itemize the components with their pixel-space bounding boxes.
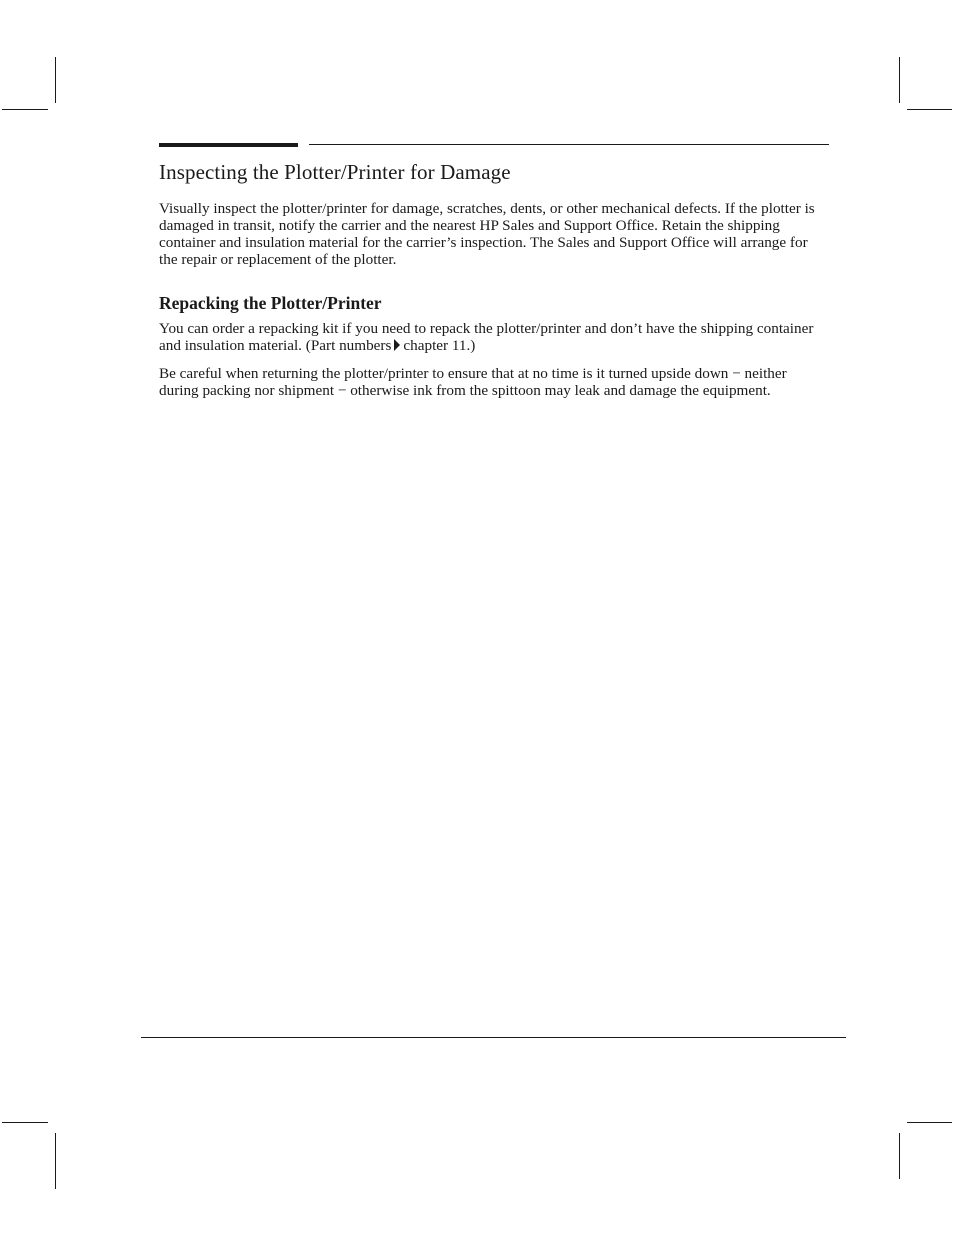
subsection-title: Repacking the Plotter/Printer bbox=[159, 293, 382, 313]
footer-rule bbox=[141, 1037, 846, 1038]
arrow-right-icon bbox=[394, 339, 400, 351]
repacking-text-before: You can order a repacking kit if you need to repack the plotter/printer and don’t have the shipping container and insulation material. (Part numbers bbox=[159, 320, 814, 354]
crop-mark-top-right-vertical bbox=[899, 57, 900, 103]
section-title: Inspecting the Plotter/Printer for Damage bbox=[159, 160, 511, 184]
crop-mark-top-right-horizontal bbox=[907, 109, 952, 110]
crop-mark-bottom-left-vertical bbox=[55, 1133, 56, 1189]
caution-paragraph: Be careful when returning the plotter/printer to ensure that at no time is it turned upside down − neither during packing nor shipment − otherwise ink from the spittoon may leak and damage the equipment. bbox=[159, 365, 787, 399]
repacking-paragraph bbox=[159, 320, 829, 354]
section-body: Visually inspect the plotter/printer for damage, scratches, dents, or other mechanical defects. If the plotter is damaged in transit, notify the carrier and the nearest HP Sales and Support Office. Retain the shipping container and insulation material for the carrier’s inspection. The Sales and Support Office will arrange for the repair or replacement of the plotter. bbox=[159, 200, 815, 268]
crop-mark-bottom-right-vertical bbox=[899, 1133, 900, 1179]
crop-mark-bottom-left-horizontal bbox=[2, 1122, 48, 1123]
header-rule-thin bbox=[309, 144, 829, 145]
crop-mark-top-left-vertical bbox=[55, 57, 56, 103]
header-rule-thick bbox=[159, 143, 298, 147]
page-content bbox=[159, 158, 829, 399]
repacking-text-after: chapter 11.) bbox=[403, 337, 476, 354]
crop-mark-bottom-right-horizontal bbox=[907, 1122, 952, 1123]
crop-mark-top-left-horizontal bbox=[2, 109, 48, 110]
